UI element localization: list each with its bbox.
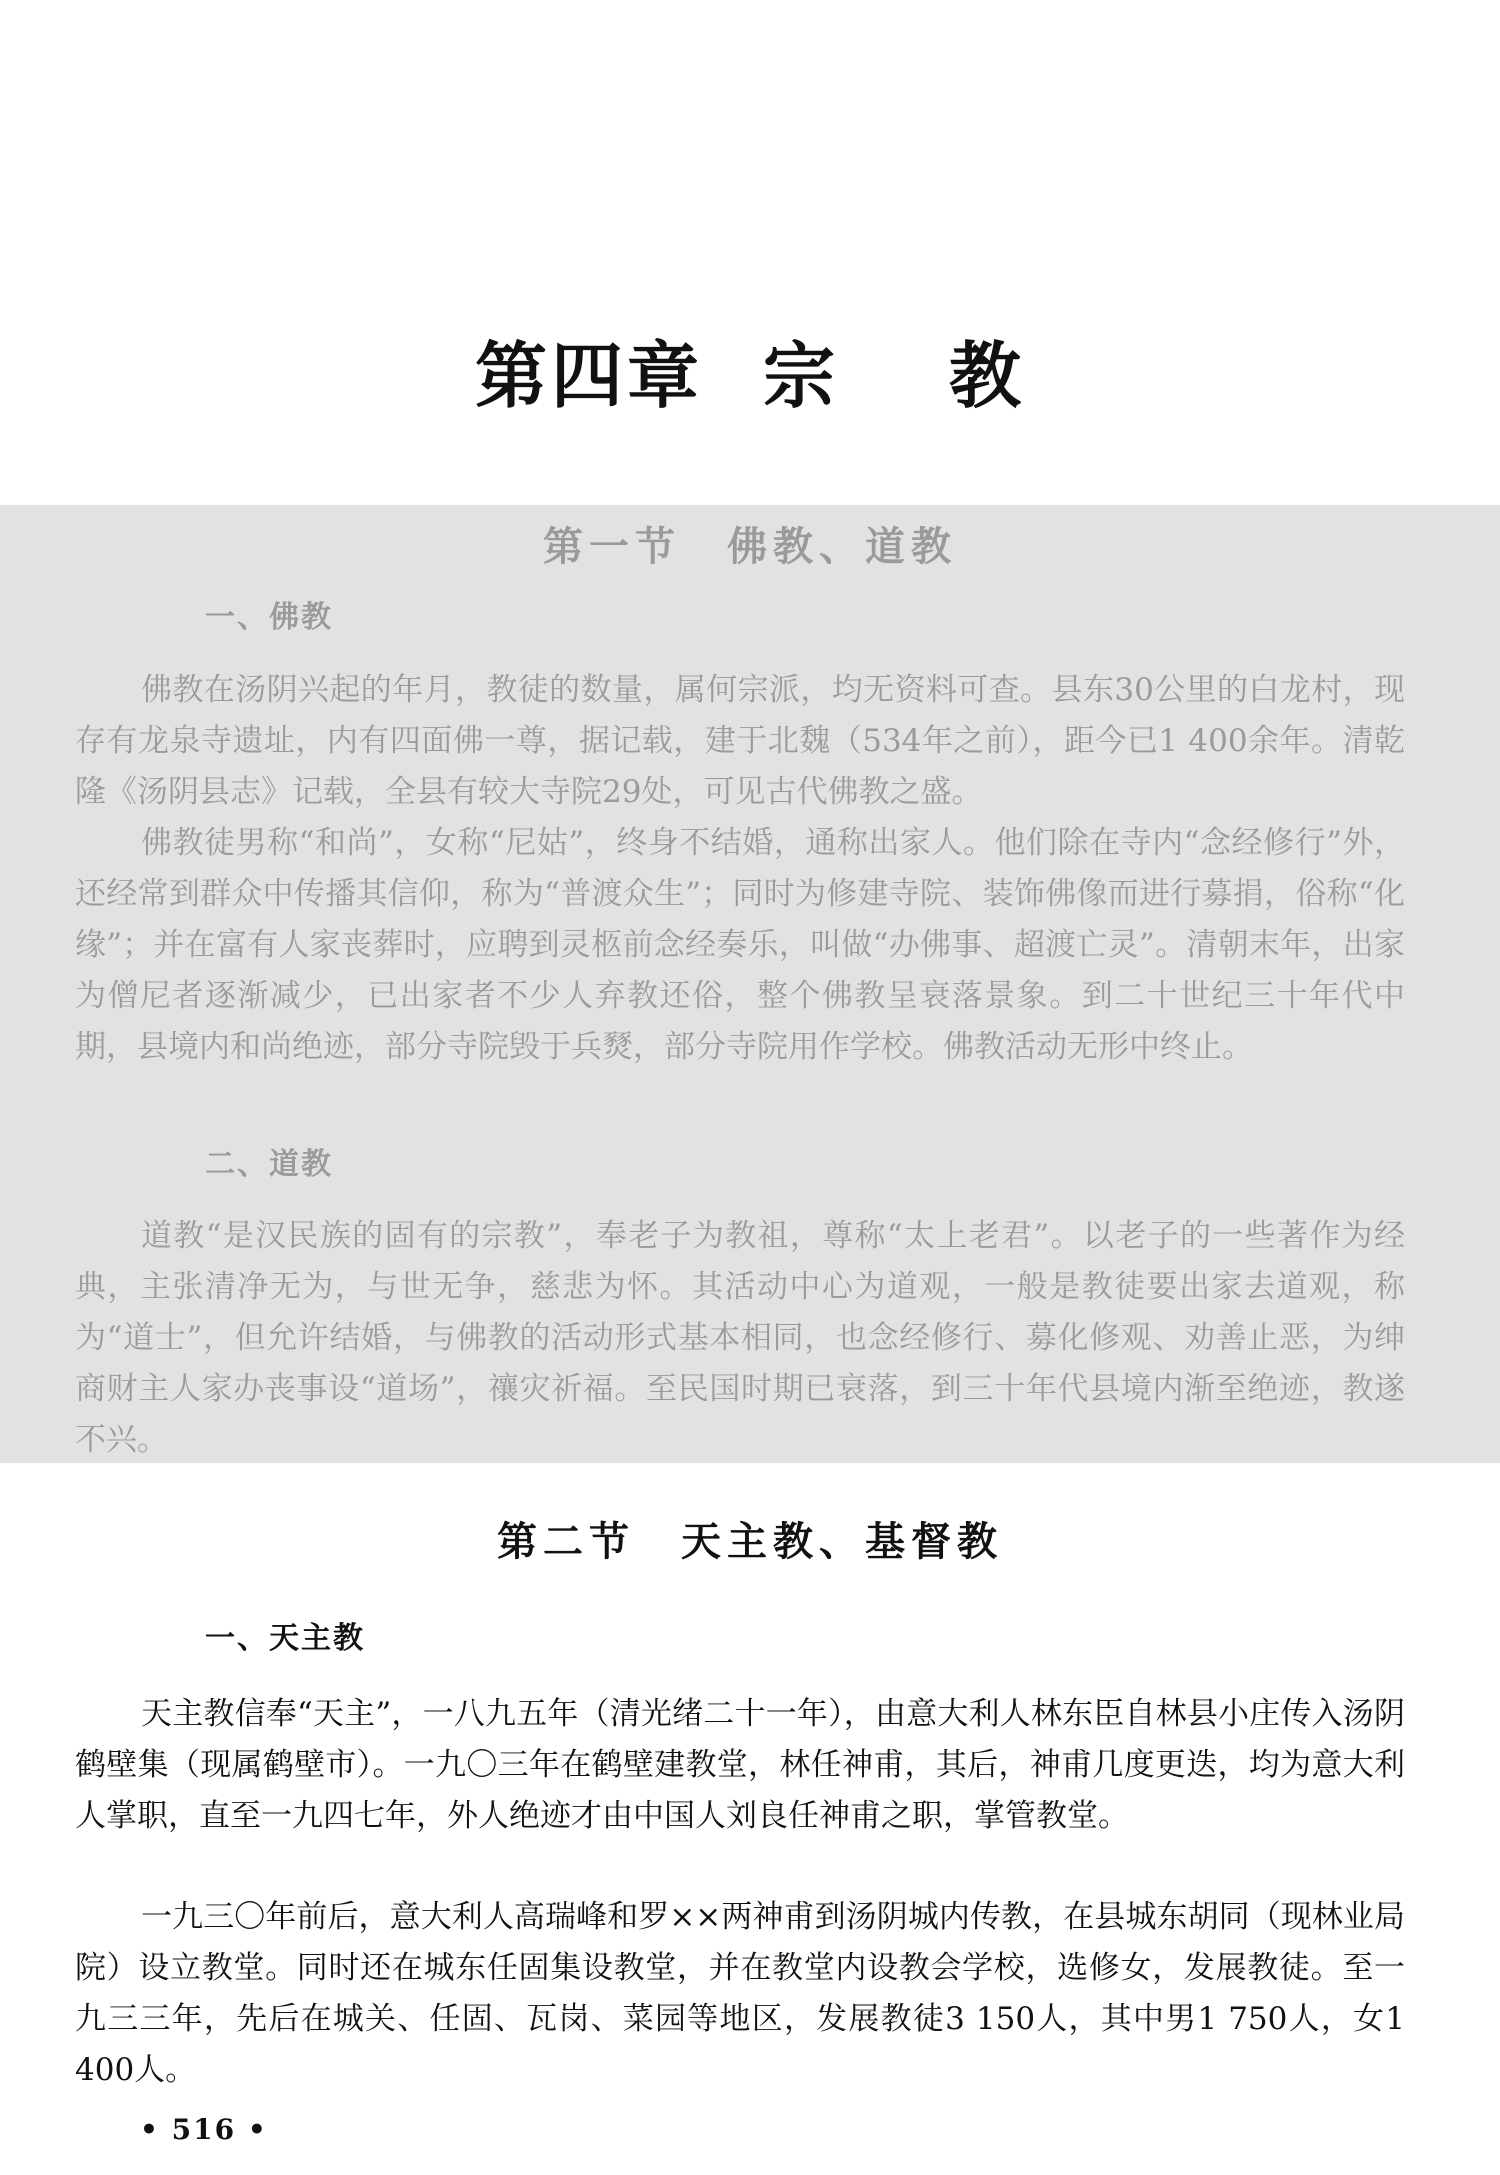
section2-subheading-catholicism: 一、天主教 [205,1621,365,1656]
section2-paragraph: 一九三〇年前后，意大利人高瑞峰和罗××两神甫到汤阴城内传教，在县城东胡同（现林业局院）设立教堂。同时还在城东任固集设教堂，并在教堂内设教会学校，选修女，发展教徒。至一九三三年，先后在城关、任固、瓦岗、菜园等地区，发展教徒3 150人，其中男1 750人，女1 400人。 [75,1899,1405,2088]
section1-paragraph: 佛教在汤阴兴起的年月，教徒的数量，属何宗派，均无资料可查。县东30公里的白龙村，现存有龙泉寺遗址，内有四面佛一尊，据记载，建于北魏（534年之前），距今已1 400余年。清乾隆《汤阴县志》记载，全县有较大寺院29处，可见古代佛教之盛。 [75,672,1405,810]
section2-paragraph: 天主教信奉“天主”，一八九五年（清光绪二十一年），由意大利人林东臣自林县小庄传入汤阴鹤壁集（现属鹤壁市）。一九〇三年在鹤壁建教堂，林任神甫，其后，神甫几度更迭，均为意大利人掌职，直至一九四七年，外人绝迹才由中国人刘良任神甫之职，掌管教堂。 [75,1696,1405,1834]
chapter-title-part3: 教 [949,333,1026,418]
section1-paragraph: 道教“是汉民族的固有的宗教”，奉老子为教祖，尊称“太上老君”。以老子的一些著作为经典，主张清净无为，与世无争，慈悲为怀。其活动中心为道观，一般是教徒要出家去道观，称为“道士”，但允许结婚，与佛教的活动形式基本相同，也念经修行、募化修观、劝善止恶，为绅商财主人家办丧事设“道场”，禳灾祈福。至民国时期已衰落，到三十年代县境内渐至绝迹，教遂不兴。 [75,1218,1405,1458]
chapter-title-part1: 第四章 [474,333,703,418]
section1-title: 第一节 佛教、道教 [543,523,957,570]
page-number: • 516 • [140,2113,268,2146]
chapter-title-part2: 宗 [762,333,839,418]
section1-subheading-buddhism: 一、佛教 [205,600,333,635]
section2-title: 第二节 天主教、基督教 [497,1518,1003,1565]
chapter-title [0,333,1500,418]
faded-section [0,505,1500,1463]
section1-paragraph: 佛教徒男称“和尚”，女称“尼姑”，终身不结婚，通称出家人。他们除在寺内“念经修行”外，还经常到群众中传播其信仰，称为“普渡众生”；同时为修建寺院、装饰佛像而进行募捐，俗称“化缘”；并在富有人家丧葬时，应聘到灵柩前念经奏乐，叫做“办佛事、超渡亡灵”。清朝末年，出家为僧尼者逐渐减少，已出家者不少人弃教还俗，整个佛教呈衰落景象。到二十世纪三十年代中期，县境内和尚绝迹，部分寺院毁于兵燹，部分寺院用作学校。佛教活动无形中终止。 [75,825,1405,1065]
section1-subheading-taoism: 二、道教 [205,1147,333,1182]
